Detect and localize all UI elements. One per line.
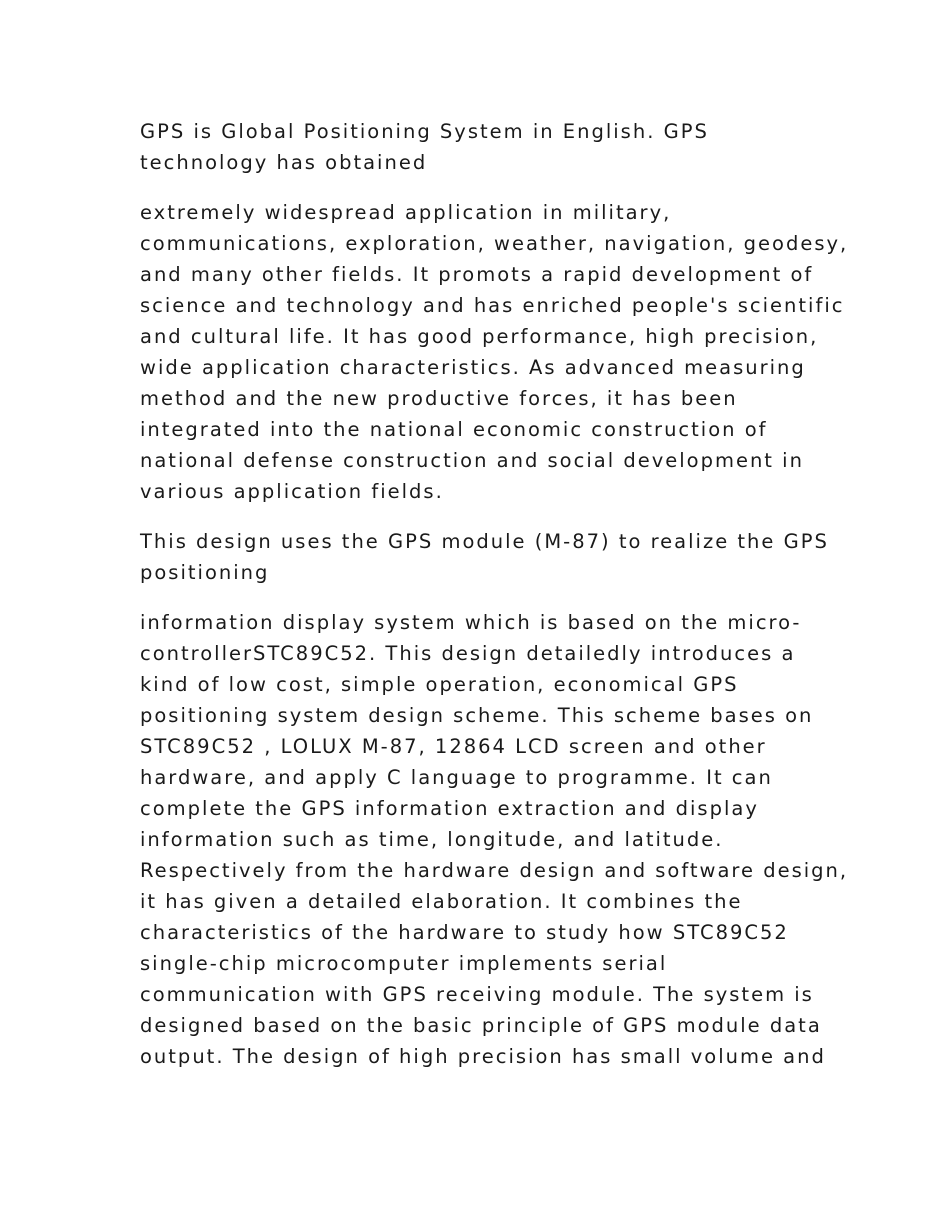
paragraph-1 bbox=[140, 116, 820, 178]
text-line: positioning system design scheme. This scheme bases on bbox=[140, 704, 814, 727]
text-line: single-chip microcomputer implements serial bbox=[140, 952, 668, 975]
text-line: kind of low cost, simple operation, economical GPS bbox=[140, 673, 739, 696]
text-line: and many other fields. It promots a rapid development of bbox=[140, 263, 814, 286]
text-line: GPS is Global Positioning System in English. GPS bbox=[140, 120, 709, 143]
text-line: STC89C52 , LOLUX M-87, 12864 LCD screen and other bbox=[140, 735, 767, 758]
text-line: communications, exploration, weather, navigation, geodesy, bbox=[140, 232, 849, 255]
text-line: controllerSTC89C52. This design detailedly introduces a bbox=[140, 642, 796, 665]
text-line: information such as time, longitude, and latitude. bbox=[140, 828, 724, 851]
paragraph-4 bbox=[140, 607, 849, 1072]
text-line: wide application characteristics. As advanced measuring bbox=[140, 356, 806, 379]
text-line: method and the new productive forces, it has been bbox=[140, 387, 738, 410]
text-line: hardware, and apply C language to programme. It can bbox=[140, 766, 773, 789]
text-line: designed based on the basic principle of GPS module data bbox=[140, 1014, 822, 1037]
text-line: and cultural life. It has good performance, high precision, bbox=[140, 325, 819, 348]
text-line: various application fields. bbox=[140, 480, 444, 503]
text-line: Respectively from the hardware design and software design, bbox=[140, 859, 849, 882]
paragraph-3 bbox=[140, 526, 829, 588]
paragraph-2 bbox=[140, 197, 849, 507]
text-line: characteristics of the hardware to study how STC89C52 bbox=[140, 921, 789, 944]
text-line: output. The design of high precision has small volume and bbox=[140, 1045, 826, 1068]
text-line: it has given a detailed elaboration. It combines the bbox=[140, 890, 743, 913]
text-line: complete the GPS information extraction and display bbox=[140, 797, 759, 820]
text-line: science and technology and has enriched people's scientific bbox=[140, 294, 845, 317]
document-body bbox=[140, 116, 849, 1091]
text-line: information display system which is based on the micro- bbox=[140, 611, 802, 634]
text-line: communication with GPS receiving module. The system is bbox=[140, 983, 814, 1006]
text-line: extremely widespread application in military, bbox=[140, 201, 672, 224]
text-line: national defense construction and social development in bbox=[140, 449, 804, 472]
text-line: integrated into the national economic construction of bbox=[140, 418, 768, 441]
text-line: technology has obtained bbox=[140, 151, 428, 174]
text-line: positioning bbox=[140, 561, 270, 584]
text-line: This design uses the GPS module (M-87) to realize the GPS bbox=[140, 530, 829, 553]
